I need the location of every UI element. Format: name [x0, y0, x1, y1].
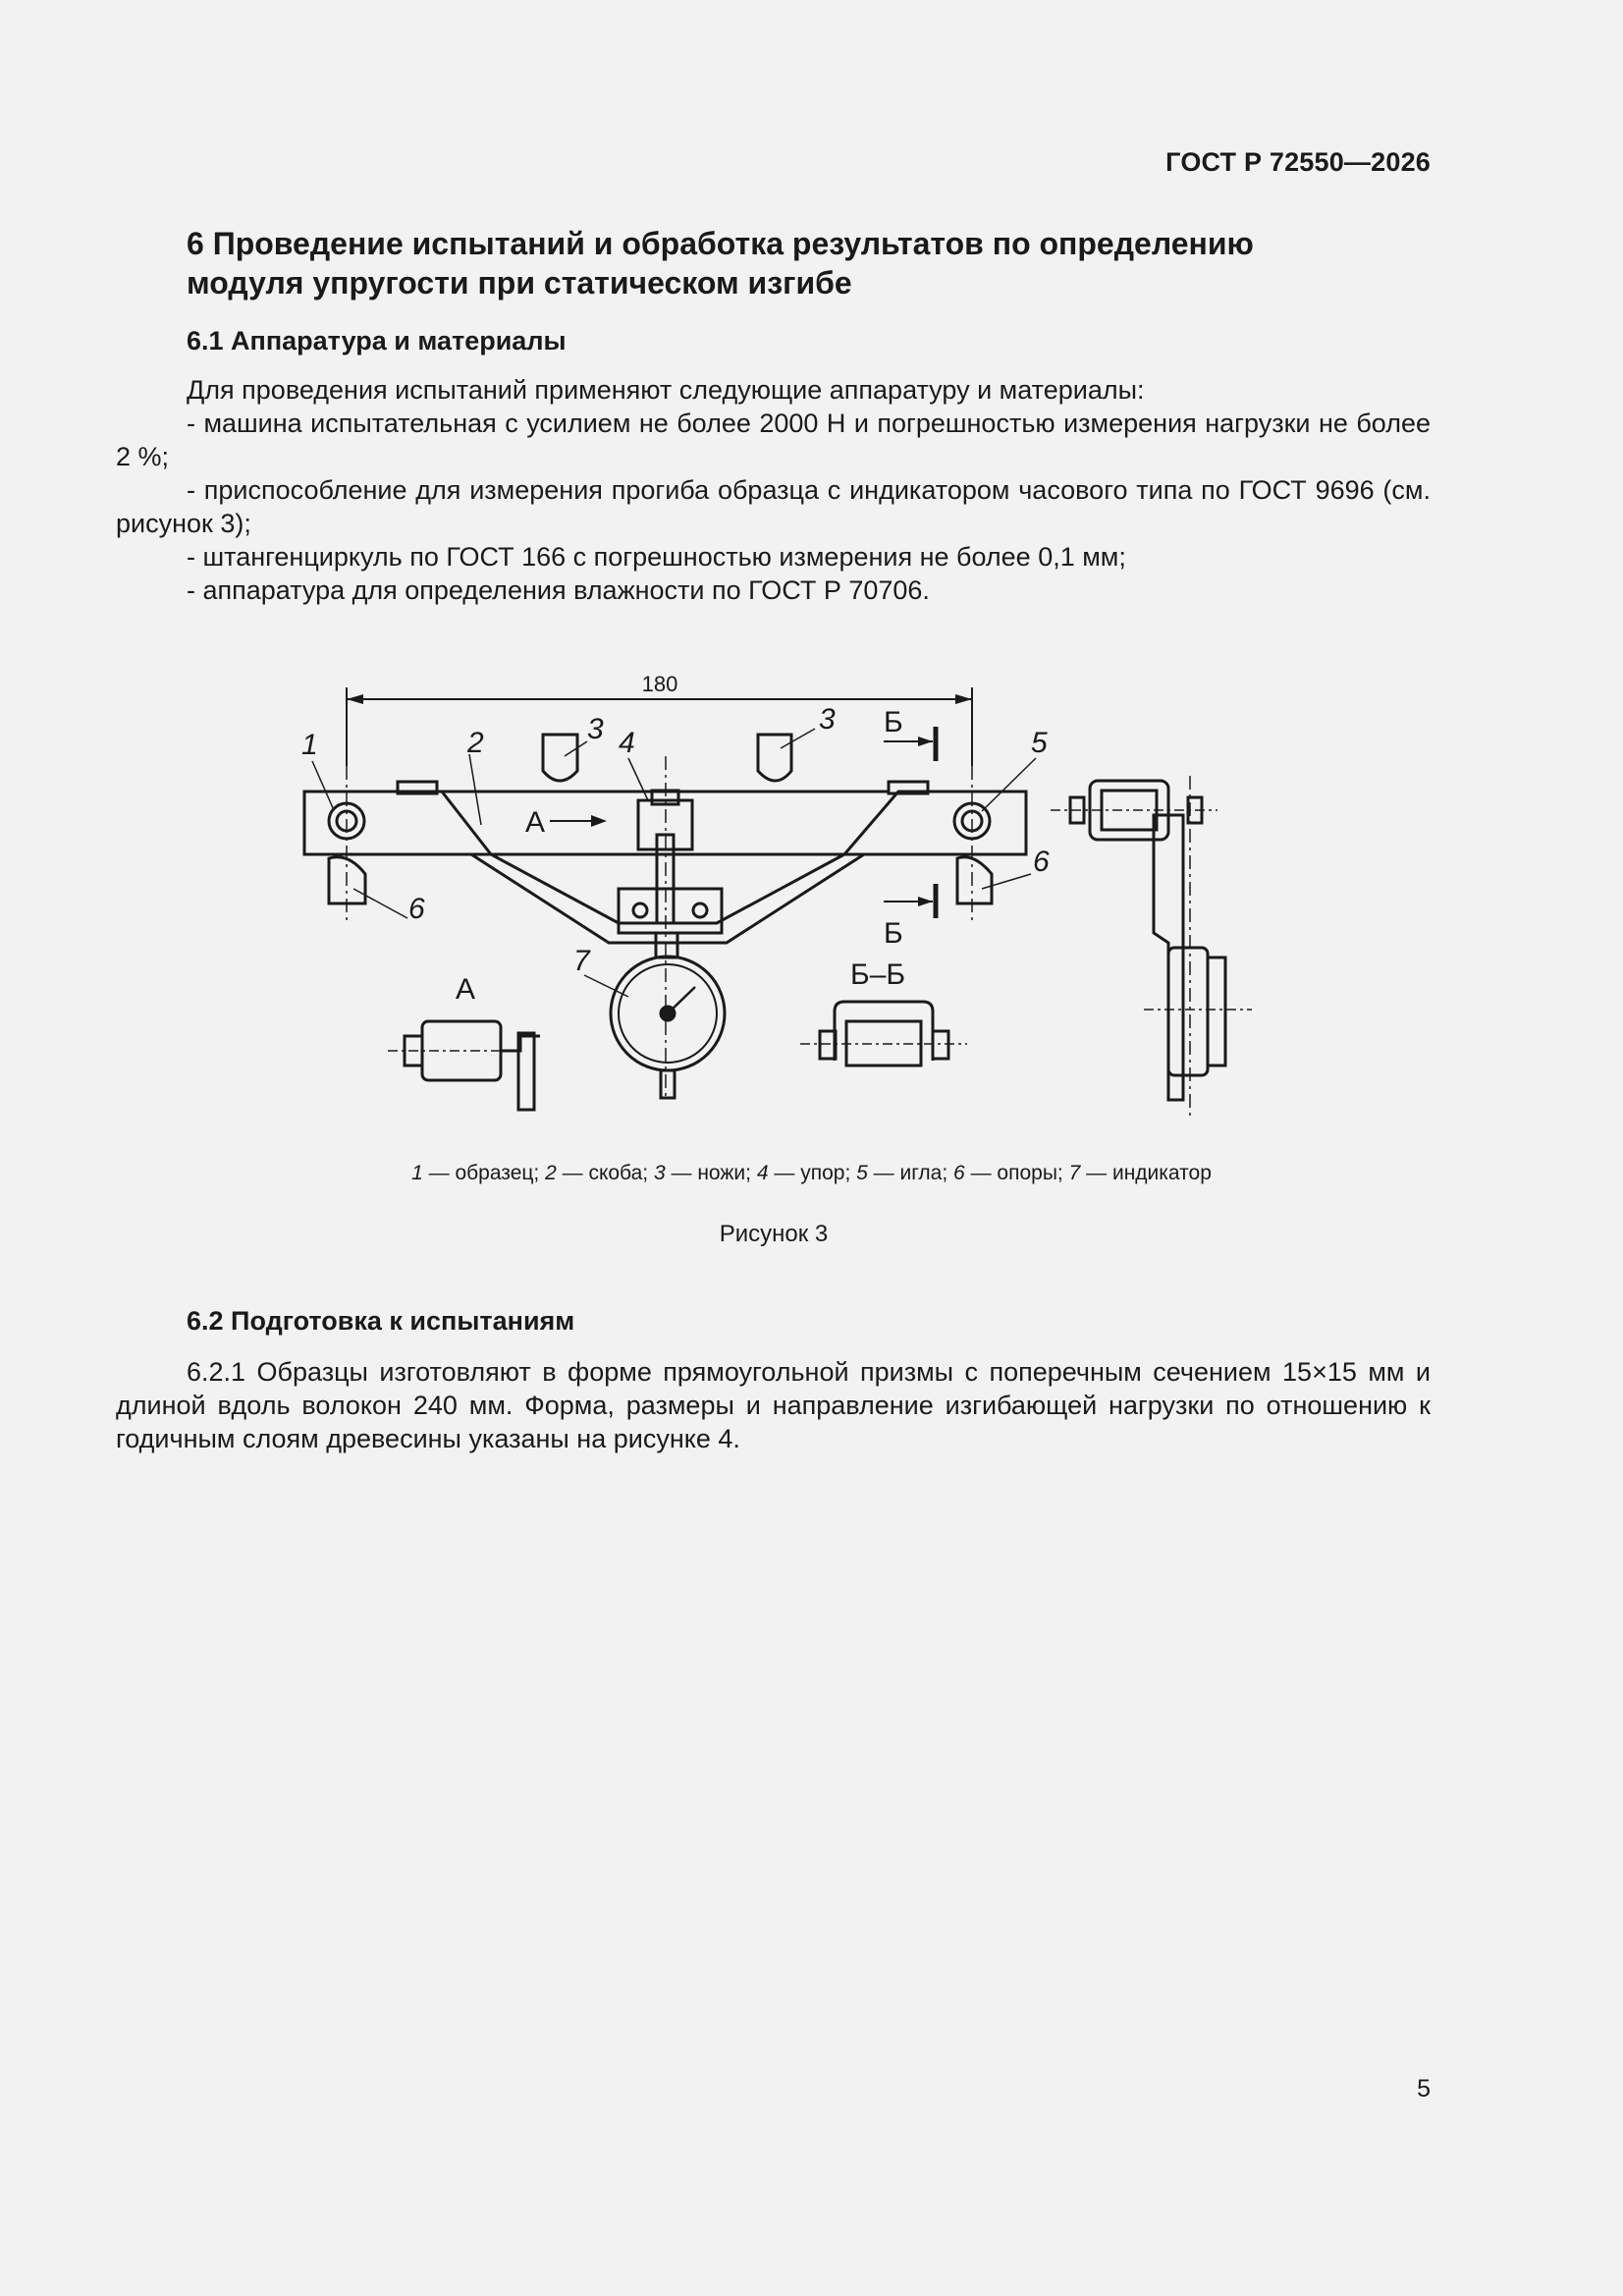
legend-item: 7 — индикатор: [1068, 1162, 1212, 1184]
section-arrowhead-bottom: [918, 897, 933, 906]
callout-2: 2: [467, 727, 484, 759]
intro-paragraph: Для проведения испытаний применяют следующие аппаратуру и материалы:: [187, 375, 1145, 405]
dimension-arrow-left: [347, 694, 363, 704]
indicator-tip: [661, 1070, 675, 1098]
view-label-a: А: [456, 973, 476, 1006]
section-6-title: 6 Проведение испытаний и обработка результатов по определению модуля упругости при статическом изгибе: [187, 226, 1254, 301]
support-right: [957, 857, 992, 903]
list-item: - приспособление для измерения прогиба образца с индикатором часового типа по ГОСТ 9696 (см. рисунок 3);: [116, 475, 1431, 538]
callout-1: 1: [301, 729, 318, 761]
side-view-indicator-body: [1168, 948, 1208, 1075]
callout-5: 5: [1031, 727, 1048, 759]
leader-4: [628, 758, 648, 800]
figure-legend: [0, 1162, 1623, 1185]
callout-3-right: 3: [819, 703, 836, 736]
list-item: - аппаратура для определения влажности по ГОСТ Р 70706.: [187, 575, 930, 605]
callout-6-left: 6: [408, 893, 425, 925]
leader-6-right: [982, 874, 1031, 889]
legend-item: 6 — опоры;: [953, 1162, 1063, 1184]
subsection-6-1-body: [116, 373, 1431, 607]
subsection-6-1-title: 6.1 Аппаратура и материалы: [187, 326, 567, 355]
leader-1: [312, 761, 334, 810]
leader-3-right: [781, 729, 815, 748]
list-item: - штангенциркуль по ГОСТ 166 с погрешностью измерения не более 0,1 мм;: [187, 542, 1126, 572]
knife-left: [543, 735, 577, 781]
legend-item: 4 — упор;: [756, 1162, 851, 1184]
callout-4: 4: [619, 727, 635, 759]
dimension-arrow-right: [955, 694, 972, 704]
section-bb-knob-right: [933, 1031, 948, 1059]
figure-title: Рисунок 3: [719, 1221, 829, 1247]
side-view-indicator-bezel: [1208, 957, 1225, 1066]
callout-3-left: 3: [587, 713, 604, 745]
clamp-screw: [633, 903, 647, 917]
legend-item: 5 — игла;: [856, 1162, 948, 1184]
section-label-b-top: Б: [884, 706, 903, 738]
section-bb-clamp: [835, 1002, 933, 1061]
knife-right: [758, 735, 791, 781]
paragraph-6-2-1: 6.2.1 Образцы изготовляют в форме прямоугольной призмы с поперечным сечением 15×15 мм и длиной вдоль волокон 240 мм. Форма, размеры и направление изгибающей нагрузки по отношению к годичным слоям древесины указаны на рисунке 4.: [116, 1357, 1431, 1453]
view-arrowhead-a: [591, 815, 607, 827]
section-label-b-bottom: Б: [884, 917, 903, 950]
subsection-6-2-body: [116, 1355, 1431, 1455]
dimension-label: 180: [641, 672, 678, 696]
legend-item: 3 — ножи;: [653, 1162, 751, 1184]
legend-item: 1 — образец;: [411, 1162, 540, 1184]
yoke-outline-inner: [422, 854, 913, 943]
leader-2: [469, 754, 481, 825]
callout-6-right: 6: [1033, 846, 1050, 878]
section-arrowhead-top: [918, 737, 933, 746]
page-number: 5: [1417, 2075, 1431, 2103]
yoke-outline-outer: [373, 792, 967, 923]
standard-code: ГОСТ Р 72550—2026: [1165, 147, 1431, 177]
leader-5: [982, 758, 1036, 811]
dial-needle: [668, 987, 695, 1013]
section-label-bb: Б–Б: [850, 958, 906, 991]
list-item: - машина испытательная с усилием не более 2000 Н и погрешностью измерения нагрузки не более 2 %;: [116, 409, 1431, 471]
figure-3-drawing: [285, 668, 1257, 1139]
clamp-screw: [693, 903, 707, 917]
legend-item: 2 — скоба;: [545, 1162, 649, 1184]
view-label-arrow-a: А: [525, 806, 546, 839]
indicator-stem: [656, 933, 677, 957]
subsection-6-2-title: 6.2 Подготовка к испытаниям: [187, 1306, 575, 1336]
callout-7: 7: [573, 945, 590, 977]
